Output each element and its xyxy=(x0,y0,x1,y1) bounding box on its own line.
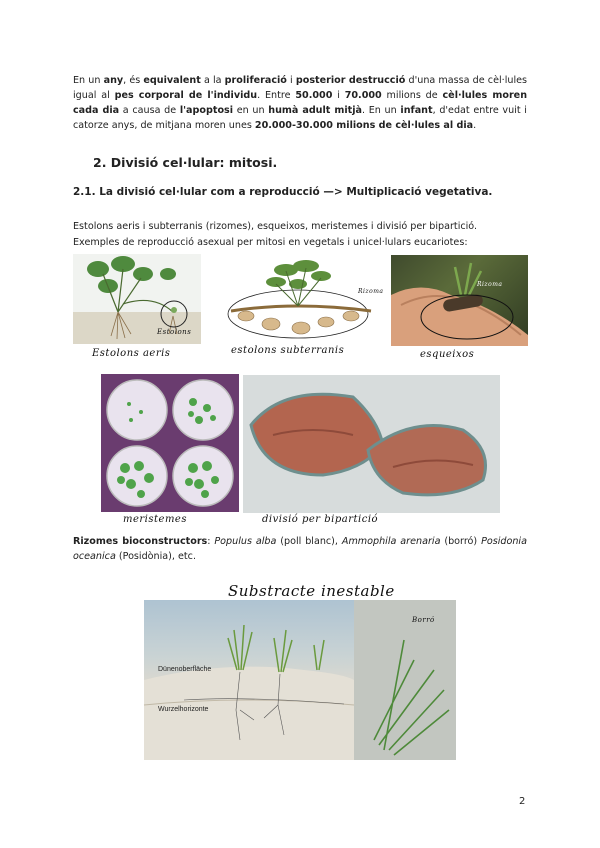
caption-meristemes: meristemes xyxy=(123,514,187,525)
dune-diagram xyxy=(144,600,456,760)
caption-esqueixos: esqueixos xyxy=(420,349,475,360)
caption-biparticio: divisió per bipartició xyxy=(262,514,379,525)
section-heading: 2. Divisió cel·lular: mitosi. xyxy=(93,155,278,170)
bipartition-photo xyxy=(243,375,500,513)
figure-bottom-title: Substracte inestable xyxy=(228,582,395,600)
cutting-photo xyxy=(391,255,528,346)
subsection-heading: 2.1. La divisió cel·lular com a reproducció —> Multiplicació vegetativa. xyxy=(73,186,493,198)
label-wurzelhorizonte: Wurzelhorizonte xyxy=(158,706,209,713)
intro-paragraph: En un any, és equivalent a la proliferació i posterior destrucció d'una massa de cèl·lules igual al pes corporal de l'individu. Entre 50.000 i 70.000 milions de cèl·lules moren cada dia a causa de l'apoptosi en un humà adult mitjà. En un infant, d'edat entre vuit i catorze anys, de mitjana moren unes 20.000-30.000 milions de cèl·lules al dia. xyxy=(73,75,528,131)
rhizome-illustration xyxy=(226,256,384,344)
fig3-label: Rizoma xyxy=(477,281,503,288)
rizomes-paragraph: Rizomes bioconstructors: Populus alba (poll blanc), Ammophila arenaria (borró) Posidonia oceanica (Posidònia), etc. xyxy=(73,536,527,562)
label-dunenoberflache: Dünenoberfläche xyxy=(158,666,212,673)
fig1-label: Estolons xyxy=(157,328,192,336)
meristem-petri-dishes xyxy=(101,374,239,512)
stolons-illustration xyxy=(73,254,201,344)
page-number: 2 xyxy=(519,796,526,807)
fig2-label: Rizoma xyxy=(358,288,384,295)
caption-estolons-subterranis: estolons subterranis xyxy=(231,345,345,356)
caption-stolons-aeris: Estolons aeris xyxy=(92,348,171,359)
para2-line2: Exemples de reproducció asexual per mitosi en vegetals i unicel·lulars eucariotes: xyxy=(73,237,468,248)
label-borro: Borró xyxy=(412,616,435,624)
para2-line1: Estolons aeris i subterranis (rizomes), esqueixos, meristemes i divisió per bipartició. xyxy=(73,221,478,232)
